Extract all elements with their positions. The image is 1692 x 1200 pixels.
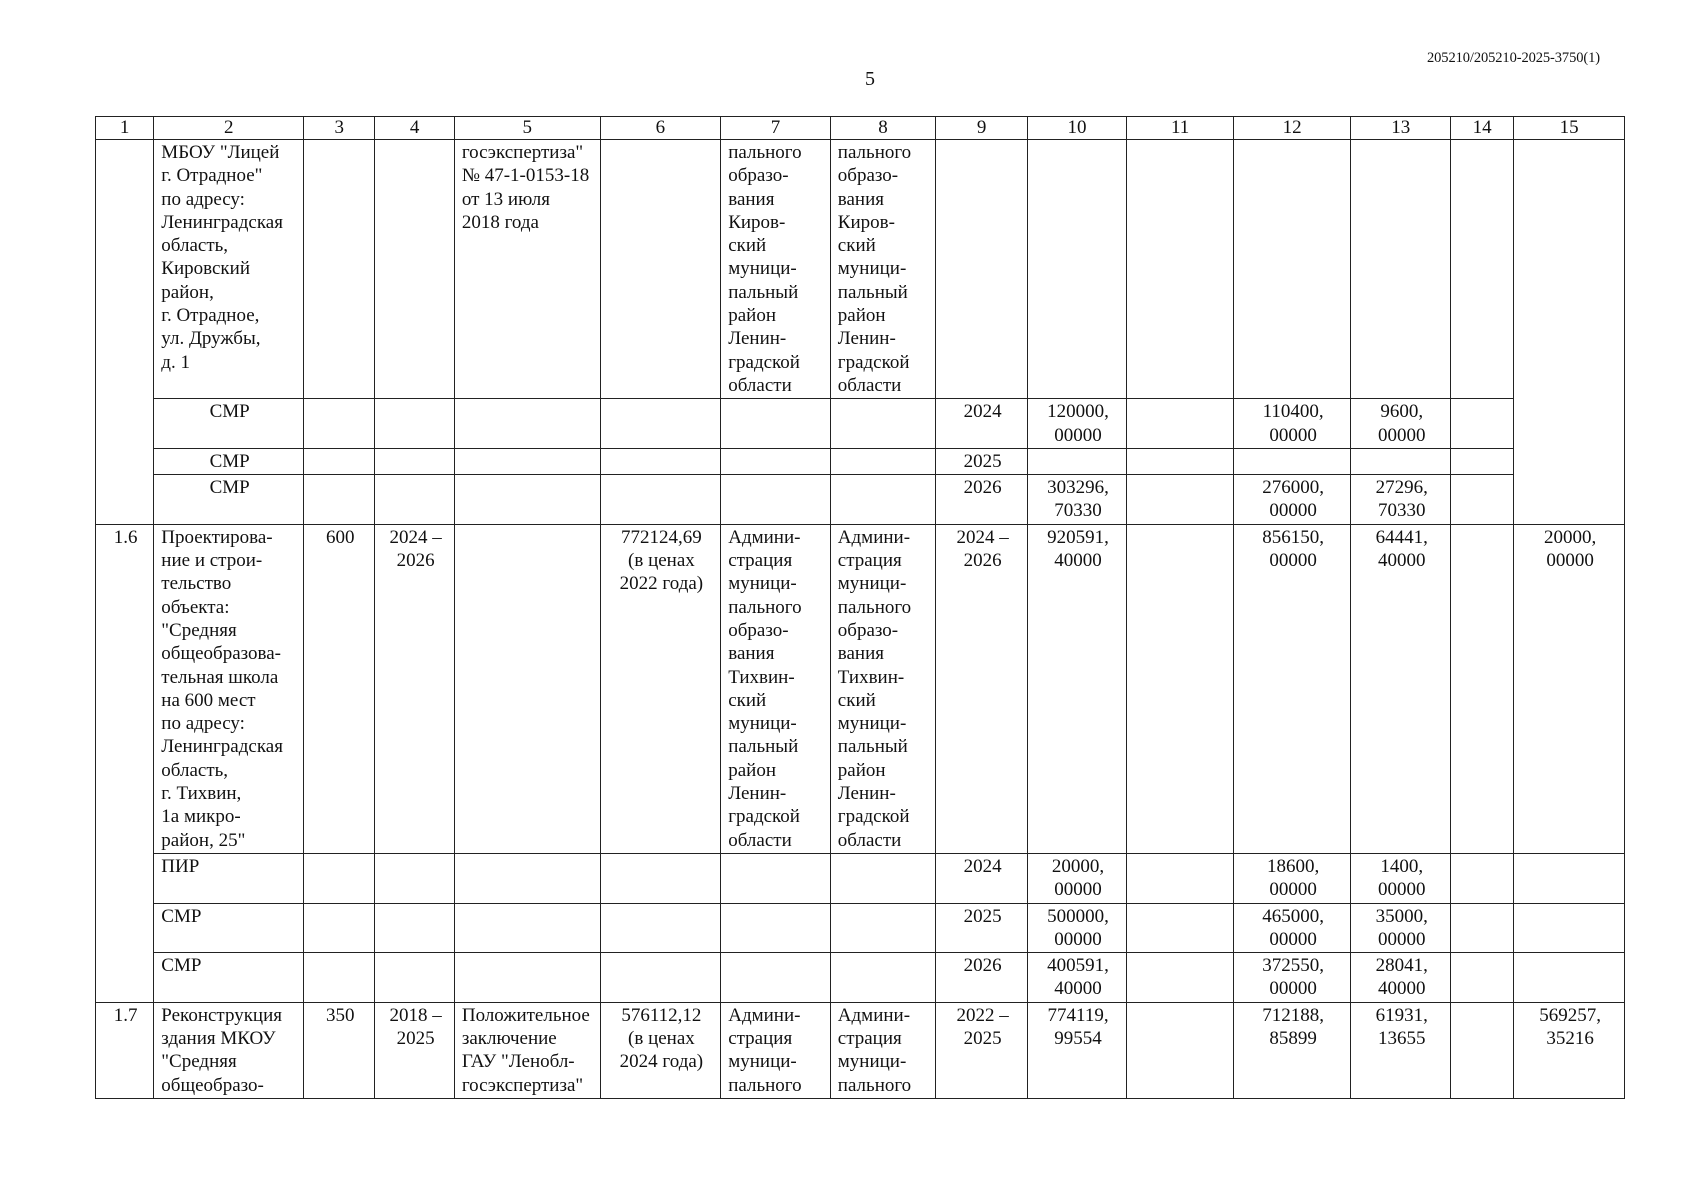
- capacity-cell: 600: [304, 524, 375, 853]
- column-header: 7: [721, 117, 831, 140]
- total-cell: 500000, 00000: [1027, 903, 1127, 953]
- regional-cell: [1233, 140, 1351, 399]
- regional-cell: 712188, 85899: [1233, 1002, 1351, 1098]
- empty-cell: [1450, 953, 1513, 1003]
- column-header: 14: [1450, 117, 1513, 140]
- customer-cell: Админи- страция муници- пального образо- вания Тихвин- ский муници- пальный район Ленин- градской области: [721, 524, 831, 853]
- regional-cell: 276000, 00000: [1233, 475, 1351, 525]
- column-header: 3: [304, 117, 375, 140]
- empty-cell: [375, 399, 454, 449]
- empty-cell: [1514, 903, 1625, 953]
- empty-cell: [830, 475, 936, 525]
- empty-cell: [454, 475, 600, 525]
- empty-cell: [600, 475, 721, 525]
- empty-cell: [830, 853, 936, 903]
- empty-cell: [1127, 853, 1234, 903]
- local-cell: 61931, 13655: [1351, 1002, 1451, 1098]
- empty-cell: [1127, 953, 1234, 1003]
- empty-cell: [1514, 953, 1625, 1003]
- object-name-cell: Проектирова- ние и строи- тельство объекта: "Средняя общеобразова- тельная школа на 600 мест по адресу: Ленинградская область, г. Тихвин, 1а микро- район, 25": [154, 524, 304, 853]
- empty-cell: [304, 953, 375, 1003]
- empty-cell: [454, 399, 600, 449]
- period-cell: 2024 – 2026: [375, 524, 454, 853]
- regional-cell: 856150, 00000: [1233, 524, 1351, 853]
- cost-cell: [600, 140, 721, 399]
- empty-cell: [454, 953, 600, 1003]
- empty-cell: [830, 953, 936, 1003]
- empty-cell: [1127, 399, 1234, 449]
- empty-cell: [375, 903, 454, 953]
- column-header: 1: [96, 117, 154, 140]
- object-name-cell: МБОУ "Лицей г. Отрадное" по адресу: Ленинградская область, Кировский район, г. Отрадное, ул. Дружбы, д. 1: [154, 140, 304, 399]
- other-cell: [1450, 140, 1513, 399]
- empty-cell: [830, 903, 936, 953]
- work-type-cell: СМР: [154, 903, 304, 953]
- extra-cell: 569257, 35216: [1514, 1002, 1625, 1098]
- table-subrow: [96, 399, 1625, 449]
- customer-cell: пального образо- вания Киров- ский муници- пальный район Ленин- градской области: [721, 140, 831, 399]
- total-cell: [1027, 140, 1127, 399]
- column-header: 6: [600, 117, 721, 140]
- regional-cell: 18600, 00000: [1233, 853, 1351, 903]
- total-cell: 774119, 99554: [1027, 1002, 1127, 1098]
- column-header: 8: [830, 117, 936, 140]
- empty-cell: [304, 475, 375, 525]
- expertise-cell: Положительное заключение ГАУ "Ленобл- госэкспертиза": [454, 1002, 600, 1098]
- empty-cell: [1450, 475, 1513, 525]
- period-cell: 2018 – 2025: [375, 1002, 454, 1098]
- column-header: 10: [1027, 117, 1127, 140]
- empty-cell: [600, 903, 721, 953]
- empty-cell: [600, 853, 721, 903]
- empty-cell: [304, 399, 375, 449]
- local-cell: [1351, 448, 1451, 474]
- empty-cell: [304, 448, 375, 474]
- extra-cell: 20000, 00000: [1514, 524, 1625, 853]
- year-cell: 2025: [936, 448, 1027, 474]
- column-header: 11: [1127, 117, 1234, 140]
- empty-cell: [1450, 448, 1513, 474]
- federal-cell: [1127, 524, 1234, 853]
- period-cell: [375, 140, 454, 399]
- local-cell: 9600, 00000: [1351, 399, 1451, 449]
- column-header: 12: [1233, 117, 1351, 140]
- years-cell: 2024 – 2026: [936, 524, 1027, 853]
- empty-cell: [721, 953, 831, 1003]
- table-subrow: [96, 953, 1625, 1003]
- column-number-header-row: [96, 117, 1625, 140]
- local-cell: 1400, 00000: [1351, 853, 1451, 903]
- column-header: 13: [1351, 117, 1451, 140]
- local-cell: 28041, 40000: [1351, 953, 1451, 1003]
- work-type-cell: СМР: [154, 399, 304, 449]
- regional-cell: 110400, 00000: [1233, 399, 1351, 449]
- total-cell: 20000, 00000: [1027, 853, 1127, 903]
- row-number-cell: 1.6: [96, 524, 154, 1002]
- work-type-cell: ПИР: [154, 853, 304, 903]
- customer-cell: Админи- страция муници- пального: [721, 1002, 831, 1098]
- column-header: 4: [375, 117, 454, 140]
- empty-cell: [1450, 399, 1513, 449]
- work-type-cell: СМР: [154, 953, 304, 1003]
- column-header: 9: [936, 117, 1027, 140]
- regional-cell: [1233, 448, 1351, 474]
- local-cell: 35000, 00000: [1351, 903, 1451, 953]
- regional-cell: 372550, 00000: [1233, 953, 1351, 1003]
- empty-cell: [830, 448, 936, 474]
- other-cell: [1450, 524, 1513, 853]
- capacity-cell: 350: [304, 1002, 375, 1098]
- empty-cell: [600, 448, 721, 474]
- table-subrow: [96, 448, 1625, 474]
- empty-cell: [454, 903, 600, 953]
- years-cell: 2022 – 2025: [936, 1002, 1027, 1098]
- empty-cell: [1127, 475, 1234, 525]
- developer-cell: пального образо- вания Киров- ский муници- пальный район Ленин- градской области: [830, 140, 936, 399]
- empty-cell: [304, 853, 375, 903]
- developer-cell: Админи- страция муници- пального: [830, 1002, 936, 1098]
- regional-cell: 465000, 00000: [1233, 903, 1351, 953]
- expertise-cell: госэкспертиза" № 47-1-0153-18 от 13 июля 2018 года: [454, 140, 600, 399]
- empty-cell: [1127, 448, 1234, 474]
- local-cell: 27296, 70330: [1351, 475, 1451, 525]
- expertise-cell: [454, 524, 600, 853]
- year-cell: 2024: [936, 853, 1027, 903]
- total-cell: [1027, 448, 1127, 474]
- empty-cell: [1127, 903, 1234, 953]
- total-cell: 400591, 40000: [1027, 953, 1127, 1003]
- table-subrow: [96, 475, 1625, 525]
- work-type-cell: СМР: [154, 448, 304, 474]
- empty-cell: [375, 953, 454, 1003]
- federal-cell: [1127, 140, 1234, 399]
- empty-cell: [1450, 853, 1513, 903]
- empty-cell: [721, 853, 831, 903]
- empty-cell: [721, 475, 831, 525]
- investment-objects-table: [95, 116, 1625, 1099]
- empty-cell: [304, 903, 375, 953]
- total-cell: 120000, 00000: [1027, 399, 1127, 449]
- empty-cell: [830, 399, 936, 449]
- column-header: 5: [454, 117, 600, 140]
- extra-cell: [1514, 140, 1625, 525]
- year-cell: 2024: [936, 399, 1027, 449]
- empty-cell: [721, 903, 831, 953]
- empty-cell: [721, 399, 831, 449]
- years-cell: [936, 140, 1027, 399]
- total-cell: 920591, 40000: [1027, 524, 1127, 853]
- other-cell: [1450, 1002, 1513, 1098]
- empty-cell: [1450, 903, 1513, 953]
- row-number-cell: 1.7: [96, 1002, 154, 1098]
- federal-cell: [1127, 1002, 1234, 1098]
- empty-cell: [600, 953, 721, 1003]
- empty-cell: [600, 399, 721, 449]
- cost-cell: 576112,12 (в ценах 2024 года): [600, 1002, 721, 1098]
- column-header: 15: [1514, 117, 1625, 140]
- empty-cell: [375, 448, 454, 474]
- empty-cell: [1514, 853, 1625, 903]
- page-number: 5: [865, 68, 875, 90]
- empty-cell: [454, 853, 600, 903]
- work-type-cell: СМР: [154, 475, 304, 525]
- year-cell: 2026: [936, 475, 1027, 525]
- table-row-1-7: [96, 1002, 1625, 1098]
- object-name-cell: Реконструкция здания МКОУ "Средняя общеобразо-: [154, 1002, 304, 1098]
- empty-cell: [454, 448, 600, 474]
- cost-cell: 772124,69 (в ценах 2022 года): [600, 524, 721, 853]
- table-subrow: [96, 903, 1625, 953]
- column-header: 2: [154, 117, 304, 140]
- capacity-cell: [304, 140, 375, 399]
- document-registration-number: 205210/205210-2025-3750(1): [1427, 50, 1600, 66]
- table-subrow: [96, 853, 1625, 903]
- empty-cell: [375, 853, 454, 903]
- local-cell: 64441, 40000: [1351, 524, 1451, 853]
- row-number-cell: [96, 140, 154, 525]
- empty-cell: [375, 475, 454, 525]
- year-cell: 2025: [936, 903, 1027, 953]
- empty-cell: [721, 448, 831, 474]
- developer-cell: Админи- страция муници- пального образо- вания Тихвин- ский муници- пальный район Ленин- градской области: [830, 524, 936, 853]
- table-row-1-6: [96, 524, 1625, 853]
- table-row-continued-object: [96, 140, 1625, 399]
- total-cell: 303296, 70330: [1027, 475, 1127, 525]
- year-cell: 2026: [936, 953, 1027, 1003]
- local-cell: [1351, 140, 1451, 399]
